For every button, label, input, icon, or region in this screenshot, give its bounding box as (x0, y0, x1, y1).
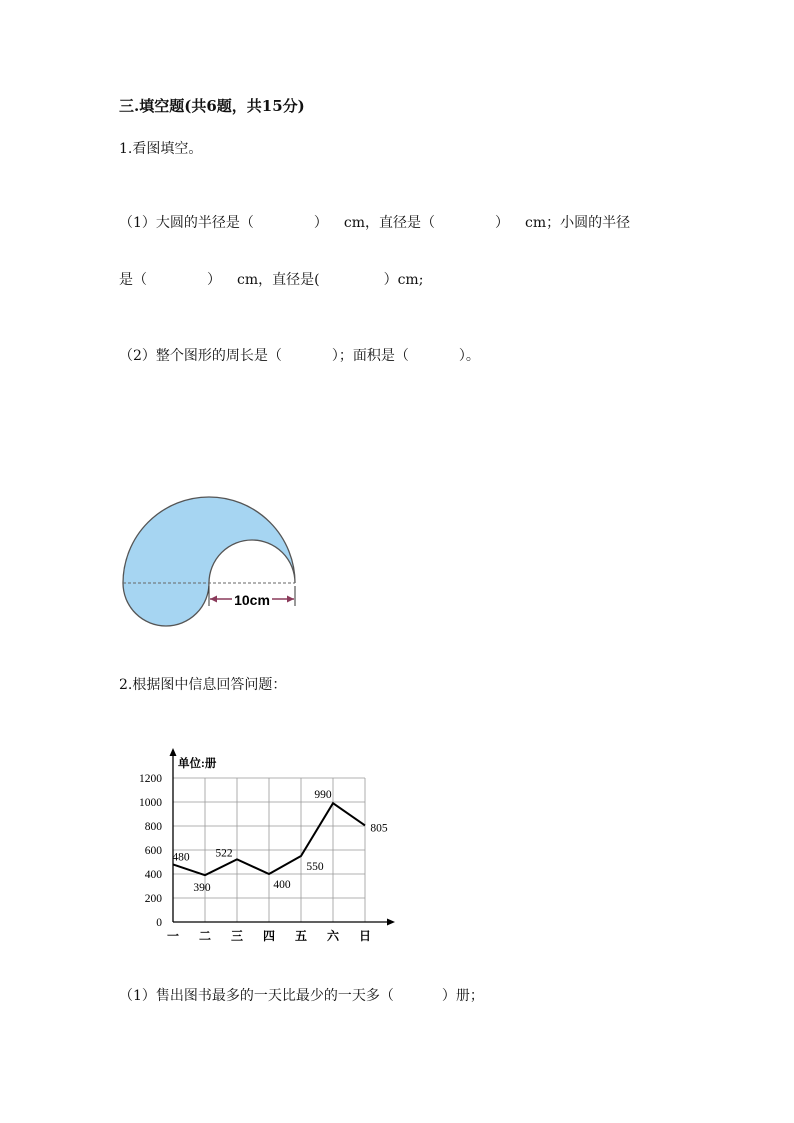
arrowhead-right-icon (287, 596, 294, 603)
x-tick-label: 二 (198, 929, 212, 943)
y-tick-label: 0 (156, 917, 162, 929)
q1-part1-text-c: cm，直径是（ (343, 215, 436, 231)
question-2-title: 2.根据图中信息回答问题： (119, 677, 287, 693)
y-tick-label: 200 (144, 893, 162, 905)
section-title: 三.填空题(共6题，共15分) (119, 97, 305, 115)
q1-part1-text-d: ） (495, 215, 510, 231)
x-tick-labels (167, 928, 371, 943)
y-tick-label: 800 (144, 821, 162, 833)
y-tick-label: 1200 (139, 773, 162, 785)
chart-axes (170, 748, 396, 926)
x-axis-arrow-icon (387, 919, 395, 926)
x-tick-label: 四 (262, 929, 276, 943)
x-tick-label: 一 (166, 929, 180, 943)
data-label: 480 (172, 851, 190, 864)
y-tick-label: 600 (144, 845, 162, 857)
data-label: 990 (314, 789, 332, 802)
q1-part1-cont-text-d: ）cm; (383, 272, 424, 288)
semicircle-figure (110, 488, 310, 638)
question-1-part-2 (119, 345, 480, 365)
x-tick-label: 六 (326, 929, 340, 943)
q1-part1-cont-text-a: 是（ (119, 272, 147, 288)
x-tick-label: 日 (358, 929, 372, 943)
data-label: 550 (306, 861, 324, 873)
data-label: 400 (273, 879, 291, 891)
data-label: 805 (370, 822, 388, 835)
question-1-part-1-line-2 (119, 269, 423, 289)
q1-part2-text-a: （2）整个图形的周长是（ (119, 348, 282, 364)
q1-part1-text-a: （1）大圆的半径是（ (119, 215, 254, 231)
q1-part1-cont-text-b: ） (207, 272, 221, 288)
x-tick-label: 三 (230, 929, 244, 943)
data-label: 390 (193, 882, 211, 895)
q2-part1-text-b: ）册； (441, 988, 484, 1004)
unit-label: 单位:册 (178, 758, 217, 770)
y-tick-label: 400 (144, 869, 162, 881)
y-tick-label: 1000 (139, 797, 162, 809)
q1-part2-text-b: ）；面积是（ (331, 348, 409, 364)
sales-line-chart (128, 740, 408, 950)
x-tick-label: 五 (294, 929, 308, 943)
question-1-part-1-line-1 (119, 212, 630, 232)
y-axis-arrow-icon (170, 748, 177, 756)
q1-part1-cont-text-c: cm，直径是( (237, 272, 320, 288)
question-2-part-1 (119, 985, 484, 1005)
chart-grid (173, 778, 365, 922)
q1-part1-text-b: ） (313, 215, 328, 231)
question-1-title: 1.看图填空。 (119, 141, 203, 157)
arrowhead-left-icon (210, 596, 217, 603)
q2-part1-text-a: （1）售出图书最多的一天比最少的一天多（ (119, 988, 394, 1004)
y-tick-labels (139, 773, 162, 929)
q1-part2-text-c: ）。 (458, 348, 480, 364)
data-label: 522 (215, 847, 233, 860)
q1-part1-text-e: cm；小圆的半径 (525, 215, 631, 231)
measure-label: 10cm (234, 592, 270, 608)
